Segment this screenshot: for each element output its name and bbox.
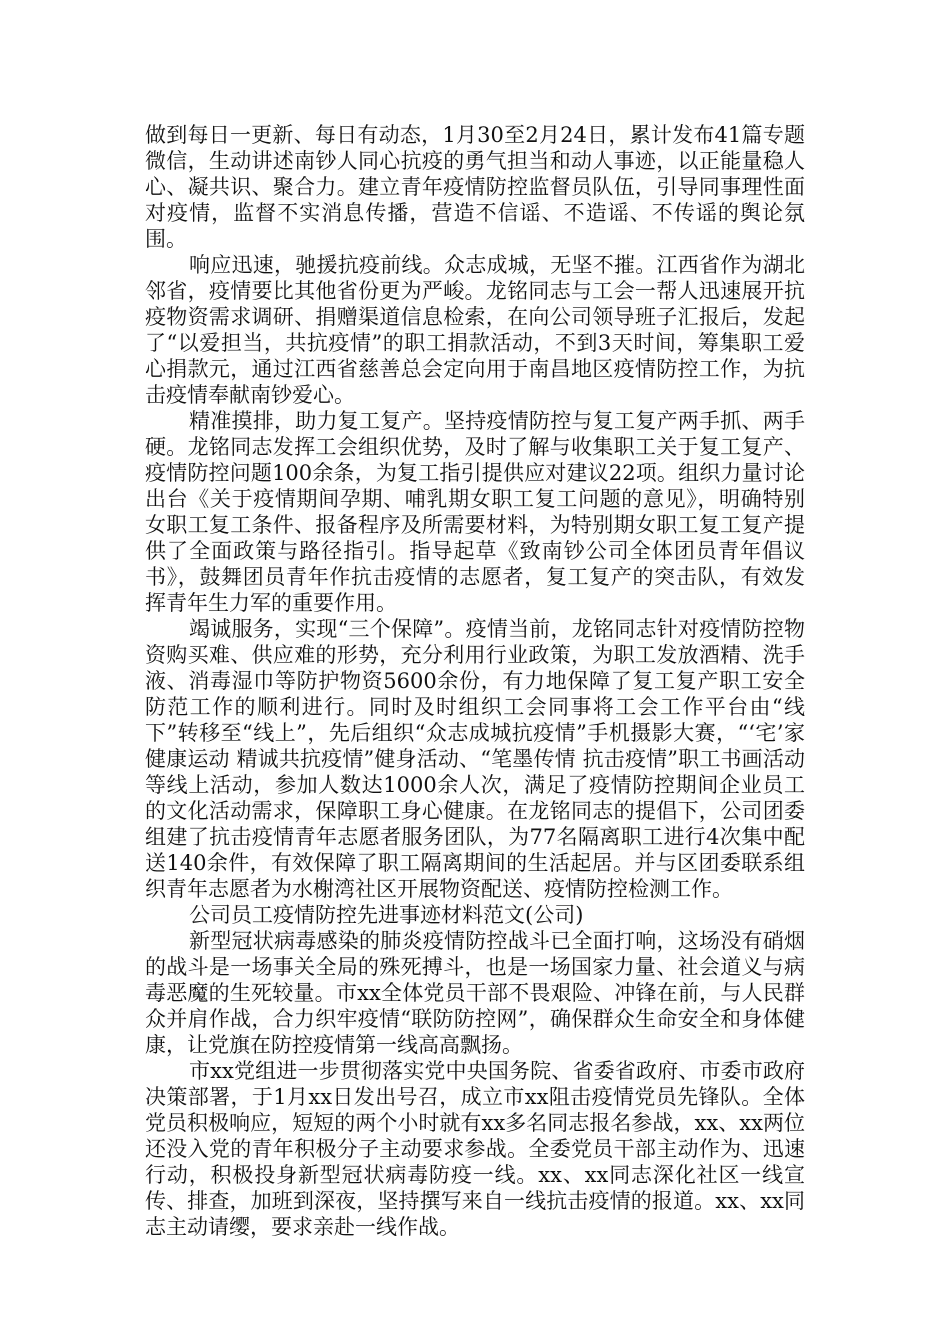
section-heading: 公司员工疫情防控先进事迹材料范文(公司) [189, 903, 584, 927]
paragraph-epidemic-battle: 新型冠状病毒感染的肺炎疫情防控战斗已全面打响，这场没有硝烟的战斗是一场事关全局的殊死搏斗，也是一场国家力量、社会道义与病毒恶魔的生死较量。市xx全体党员干部不畏艰险、冲锋在前，与人民群众并肩作战，合力织牢疫情“联防防控网”，确保群众生命安全和身体健康，让党旗在防控疫情第一线高高飘扬。 [145, 929, 805, 1057]
document-page [145, 122, 805, 1240]
paragraph-party-vanguard: 市xx党组进一步贯彻落实党中央国务院、省委省政府、市委市政府决策部署，于1月xx日发出号召，成立市xx阻击疫情党员先锋队。全体党员积极响应，短短的两个小时就有xx多名同志报名参战，xx、xx两位还没入党的青年积极分子主动要求参战。全委党员干部主动作为、迅速行动，积极投身新型冠状病毒防疫一线。xx、xx同志深化社区一线宣传、排查，加班到深夜，坚持撰写来自一线抗击疫情的报道。xx、xx同志主动请缨，要求亲赴一线作战。 [145, 1059, 805, 1239]
paragraph-continuation: 做到每日一更新、每日有动态，1月30至2月24日，累计发布41篇专题微信，生动讲述南钞人同心抗疫的勇气担当和动人事迹，以正能量稳人心、凝共识、聚合力。建立青年疫情防控监督员队伍，引导同事理性面对疫情，监督不实消息传播，营造不信谣、不造谣、不传谣的舆论氛围。 [145, 123, 805, 251]
paragraph-three-guarantees: 竭诚服务，实现“三个保障”。疫情当前，龙铭同志针对疫情防控物资购买难、供应难的形势，充分利用行业政策，为职工发放酒精、洗手液、消毒湿巾等防护物资5600余份，有力地保障了复工复产职工安全防范工作的顺利进行。同时及时组织工会同事将工会工作平台由“线下”转移至“线上”，先后组织“众志成城抗疫情”手机摄影大赛，“‘宅’家健康运动 精诚共抗疫情”健身活动、“笔墨传情 抗击疫情”职工书画活动等线上活动，参加人数达1000余人次，满足了疫情防控期间企业员工的文化活动需求，保障职工身心健康。在龙铭同志的提倡下，公司团委组建了抗击疫情青年志愿者服务团队，为77名隔离职工进行4次集中配送140余件，有效保障了职工隔离期间的生活起居。并与区团委联系组织青年志愿者为水榭湾社区开展物资配送、疫情防控检测工作。 [145, 617, 805, 901]
paragraph-rapid-response: 响应迅速，驰援抗疫前线。众志成城，无坚不摧。江西省作为湖北邻省，疫情要比其他省份更为严峻。龙铭同志与工会一帮人迅速展开抗疫物资需求调研、捐赠渠道信息检索，在向公司领导班子汇报后，发起了“以爱担当，共抗疫情”的职工捐款活动，不到3天时间，筹集职工爱心捐款元，通过江西省慈善总会定向用于南昌地区疫情防控工作，为抗击疫情奉献南钞爱心。 [145, 253, 805, 407]
paragraph-resume-work: 精准摸排，助力复工复产。坚持疫情防控与复工复产两手抓、两手硬。龙铭同志发挥工会组织优势，及时了解与收集职工关于复工复产、疫情防控问题100余条，为复工指引提供应对建议22项。组织力量讨论出台《关于疫情期间孕期、哺乳期女职工复工问题的意见》，明确特别女职工复工条件、报备程序及所需要材料，为特别期女职工复工复产提供了全面政策与路径指引。指导起草《致南钞公司全体团员青年倡议书》，鼓舞团员青年作抗击疫情的志愿者，复工复产的突击队，有效发挥青年生力军的重要作用。 [145, 409, 805, 615]
